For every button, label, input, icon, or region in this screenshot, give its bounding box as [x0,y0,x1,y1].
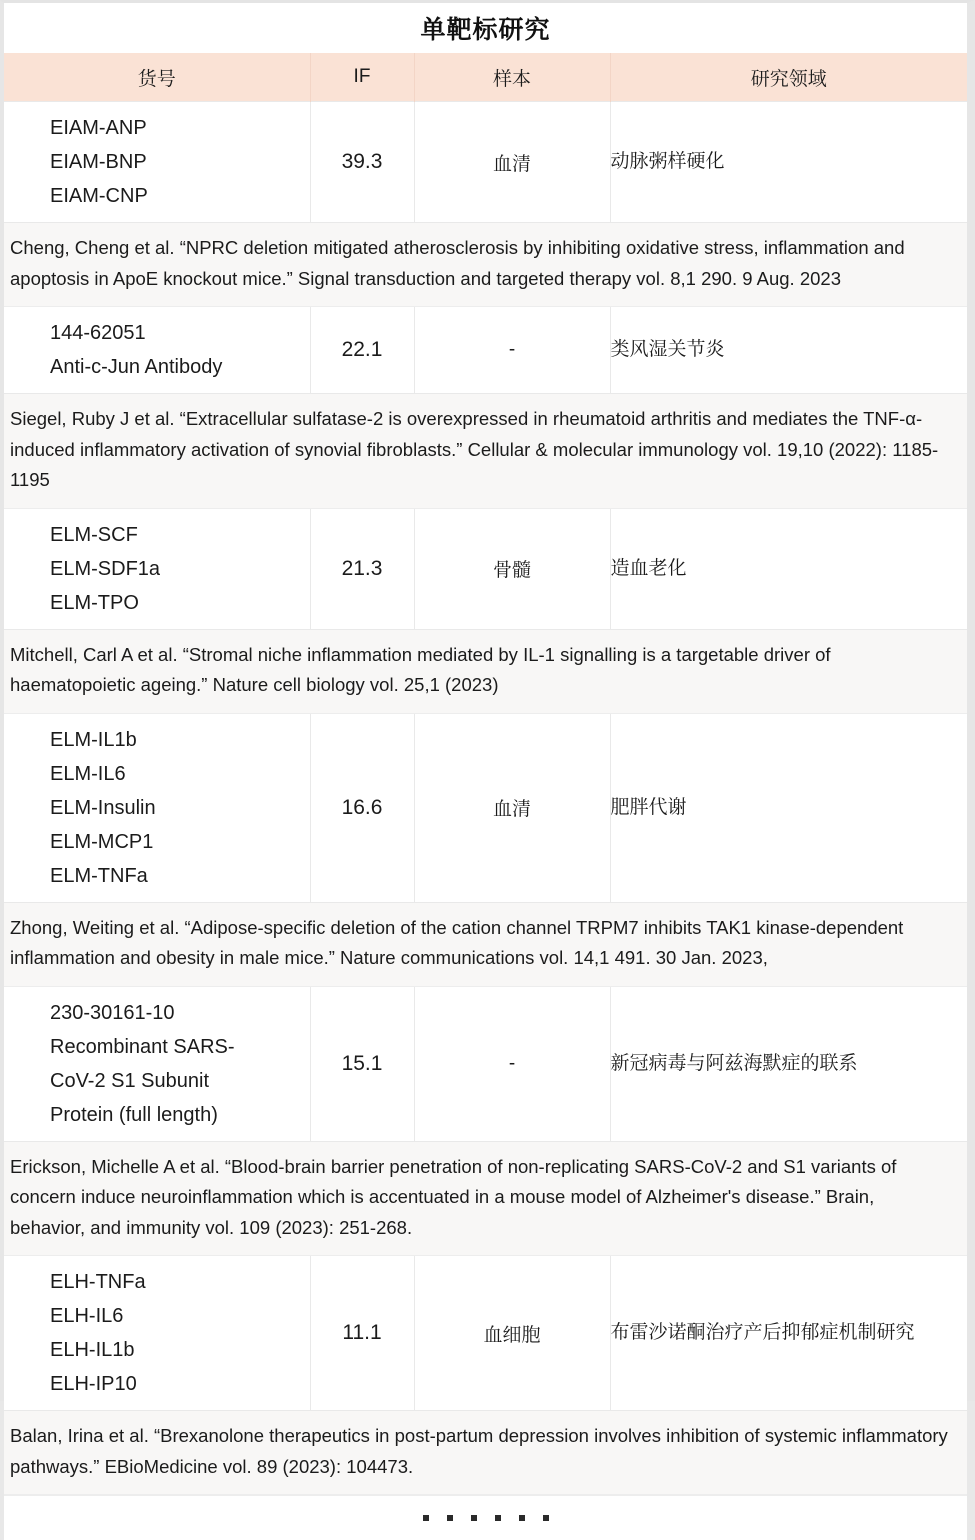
product-code: ELM-MCP1 [50,830,154,853]
product-code: ELM-SCF [50,523,138,546]
product-code: EIAM-CNP [50,185,148,207]
ellipsis-dot [495,1515,501,1521]
column-header-sample: 样本 [414,53,610,102]
product-code-list [4,1256,310,1410]
product-code-list [4,987,310,1141]
citation-row [4,223,967,307]
ellipsis-dot [543,1515,549,1521]
cell-sample-type: 血清 [414,713,610,902]
product-code: ELM-Insulin [50,796,156,819]
table-header-row [4,53,967,102]
cell-product-codes [4,307,310,394]
product-code: EIAM-BNP [50,151,147,173]
cell-sample-type: 血清 [414,102,610,223]
citation-text: Cheng, Cheng et al. “NPRC deletion mitigated atherosclerosis by inhibiting oxidative stress, inflammation and apoptosis in ApoE knockout mice.” Signal transduction and targeted therapy vol. 8,1 290. 9 Aug. 2023 [4,223,967,307]
product-code-list [4,509,310,629]
table-header [4,53,967,102]
citation-text: Siegel, Ruby J et al. “Extracellular sulfatase-2 is overexpressed in rheumatoid arthritis and mediates the TNF-α-induced inflammatory activation of synovial fibroblasts.” Cellular & molecular immunology vol. 19,10 (2022): 1185-1195 [4,394,967,509]
cell-research-field: 类风湿关节炎 [610,307,967,394]
table-row [4,1256,967,1411]
column-header-field: 研究领域 [610,53,967,102]
ellipsis-dot [423,1515,429,1521]
research-table [4,53,967,1495]
citation-row [4,1141,967,1256]
column-header-code: 货号 [4,53,310,102]
citation-row [4,629,967,713]
product-code-list [4,307,310,393]
ellipsis-dot [519,1515,525,1521]
product-code: ELH-TNFa [50,1271,146,1293]
footer-ellipsis [4,1495,967,1540]
citation-text: Mitchell, Carl A et al. “Stromal niche inflammation mediated by IL-1 signalling is a targetable driver of haematopoietic ageing.” Nature cell biology vol. 25,1 (2023) [4,629,967,713]
product-code: ELH-IP10 [50,1373,137,1395]
cell-impact-factor: 11.1 [310,1256,414,1411]
cell-sample-type: - [414,307,610,394]
cell-product-codes [4,713,310,902]
page-title: 单靶标研究 [420,16,551,44]
product-code: ELH-IL1b [50,1339,135,1361]
citation-text: Erickson, Michelle A et al. “Blood-brain barrier penetration of non-replicating SARS-CoV-2 and S1 variants of concern induce neuroinflammation which is accentuated in a mouse model of Alzheimer's disease.” Brain, behavior, and immunity vol. 109 (2023): 251-268. [4,1141,967,1256]
cell-product-codes [4,508,310,629]
cell-sample-type: 血细胞 [414,1256,610,1411]
product-code: ELH-IL6 [50,1305,124,1327]
cell-research-field: 造血老化 [610,508,967,629]
table-row [4,508,967,629]
citation-row [4,902,967,986]
cell-research-field: 动脉粥样硬化 [610,102,967,223]
cell-research-field: 布雷沙诺酮治疗产后抑郁症机制研究 [610,1256,967,1411]
page-title-bar [4,3,967,53]
citation-row [4,1411,967,1495]
product-code: ELM-IL6 [50,762,126,785]
cell-impact-factor: 22.1 [310,307,414,394]
product-code: 230-30161-10 [50,1001,175,1024]
product-code-list [4,102,310,222]
citation-text: Zhong, Weiting et al. “Adipose-specific deletion of the cation channel TRPM7 inhibits TAK1 kinase-dependent inflammation and obesity in male mice.” Nature communications vol. 14,1 491. 30 Jan. 2023, [4,902,967,986]
product-code: EIAM-ANP [50,117,147,139]
table-body [4,102,967,1495]
cell-sample-type: - [414,986,610,1141]
product-code: Recombinant SARS- [50,1035,235,1058]
table-row [4,307,967,394]
cell-sample-type: 骨髓 [414,508,610,629]
citation-row [4,394,967,509]
cell-impact-factor: 39.3 [310,102,414,223]
product-code: ELM-SDF1a [50,557,161,580]
column-header-if: IF [310,53,414,102]
cell-research-field: 肥胖代谢 [610,713,967,902]
cell-research-field: 新冠病毒与阿兹海默症的联系 [610,986,967,1141]
product-code: Protein (full length) [50,1103,218,1126]
product-code: ELM-TNFa [50,864,148,887]
table-row [4,713,967,902]
cell-impact-factor: 21.3 [310,508,414,629]
product-code: CoV-2 S1 Subunit [50,1069,209,1092]
cell-product-codes [4,102,310,223]
product-code: ELM-TPO [50,591,139,614]
table-row [4,986,967,1141]
product-code: 144-62051 [50,322,146,344]
ellipsis-dot [447,1515,453,1521]
cell-impact-factor: 16.6 [310,713,414,902]
table-row [4,102,967,223]
product-code: ELM-IL1b [50,728,137,751]
cell-product-codes [4,986,310,1141]
citation-text: Balan, Irina et al. “Brexanolone therapeutics in post-partum depression involves inhibition of systemic inflammatory pathways.” EBioMedicine vol. 89 (2023): 104473. [4,1411,967,1495]
product-code-list [4,714,310,902]
cell-impact-factor: 15.1 [310,986,414,1141]
ellipsis-dot [471,1515,477,1521]
product-code: Anti-c-Jun Antibody [50,356,223,378]
cell-product-codes [4,1256,310,1411]
